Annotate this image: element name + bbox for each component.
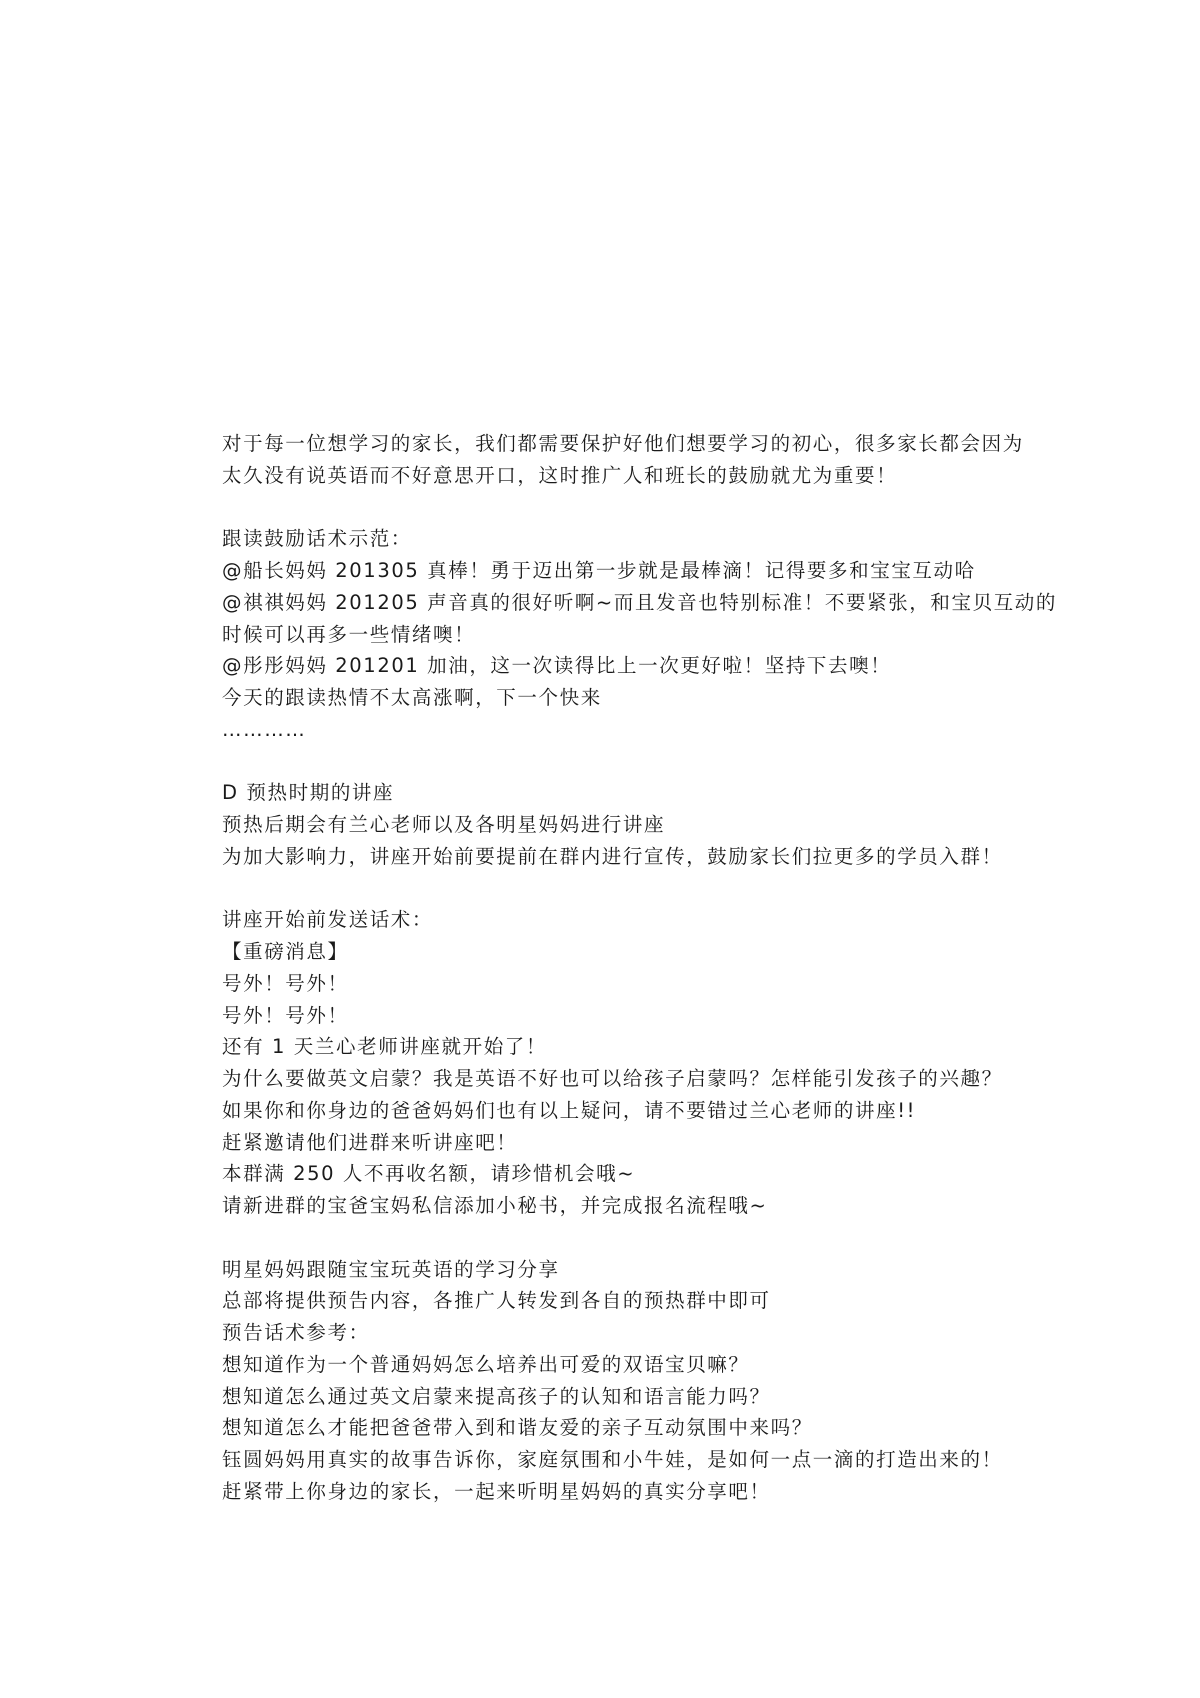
body-line: 预热后期会有兰心老师以及各明星妈妈进行讲座	[222, 813, 666, 836]
star-mom-section	[222, 1254, 1042, 1508]
blank-line	[222, 746, 1042, 778]
script-line: 赶紧邀请他们进群来听讲座吧！	[222, 1130, 518, 1154]
script-line: 想知道怎么才能把爸爸带入到和谐友爱的亲子互动氛围中来吗？	[222, 1416, 813, 1440]
script-line: 本群满 250 人不再收名额，请珍惜机会哦~	[222, 1162, 636, 1186]
script-line: 想知道怎么通过英文启蒙来提高孩子的认知和语言能力吗？	[222, 1384, 771, 1408]
script-line: 想知道作为一个普通妈妈怎么培养出可爱的双语宝贝嘛？	[222, 1352, 750, 1376]
script-line: 号外！号外！	[222, 1003, 349, 1027]
blank-line	[222, 873, 1042, 905]
script-line: 还有 1 天兰心老师讲座就开始了！	[222, 1035, 548, 1059]
script-line: 赶紧带上你身边的家长，一起来听明星妈妈的真实分享吧！	[222, 1479, 771, 1503]
encourage-section	[222, 523, 1057, 745]
script-line: 如果你和你身边的爸爸妈妈们也有以上疑问，请不要错过兰心老师的讲座!!	[222, 1098, 917, 1122]
intro-paragraph	[222, 428, 1042, 492]
script-line: 为什么要做英文启蒙？我是英语不好也可以给孩子启蒙吗？怎样能引发孩子的兴趣？	[222, 1067, 1003, 1090]
script-line: @彤彤妈妈 201201 加油，这一次读得比上一次更好啦！坚持下去噢！	[222, 654, 892, 678]
script-line: @船长妈妈 201305 真棒！勇于迈出第一步就是最棒滴！记得要多和宝宝互动哈	[222, 559, 976, 582]
body-line: 为加大影响力，讲座开始前要提前在群内进行宣传，鼓励家长们拉更多的学员入群！	[222, 844, 1003, 868]
pre-lecture-script-section	[222, 904, 1042, 1222]
body-line: 总部将提供预告内容，各推广人转发到各自的预热群中即可	[222, 1289, 771, 1313]
section-heading: D 预热时期的讲座	[222, 781, 395, 805]
blank-line	[222, 492, 1042, 524]
section-heading: 跟读鼓励话术示范：	[222, 527, 412, 551]
section-heading: 明星妈妈跟随宝宝玩英语的学习分享	[222, 1257, 560, 1281]
script-line: 钰圆妈妈用真实的故事告诉你，家庭氛围和小牛娃，是如何一点一滴的打造出来的！	[222, 1448, 1003, 1471]
ellipsis-line: …………	[222, 717, 307, 741]
script-line: 【重磅消息】	[222, 940, 349, 963]
intro-line: 太久没有说英语而不好意思开口，这时推广人和班长的鼓励就尤为重要！	[222, 463, 898, 487]
script-line: @祺祺妈妈 201205 声音真的很好听啊~而且发音也特别标准！不要紧张，和宝贝互动的	[222, 590, 1057, 614]
intro-line: 对于每一位想学习的家长，我们都需要保护好他们想要学习的初心，很多家长都会因为	[222, 432, 1024, 455]
section-heading: 讲座开始前发送话术：	[222, 908, 434, 932]
lecture-section	[222, 777, 1042, 872]
script-line: 号外！号外！	[222, 971, 349, 995]
script-line: 请新进群的宝爸宝妈私信添加小秘书，并完成报名流程哦~	[222, 1194, 768, 1217]
script-line: 时候可以再多一些情绪噢！	[222, 622, 476, 646]
blank-line	[222, 1222, 1042, 1254]
document-body	[222, 428, 1057, 1508]
body-line: 预告话术参考：	[222, 1321, 370, 1344]
script-line: 今天的跟读热情不太高涨啊，下一个快来	[222, 686, 602, 709]
